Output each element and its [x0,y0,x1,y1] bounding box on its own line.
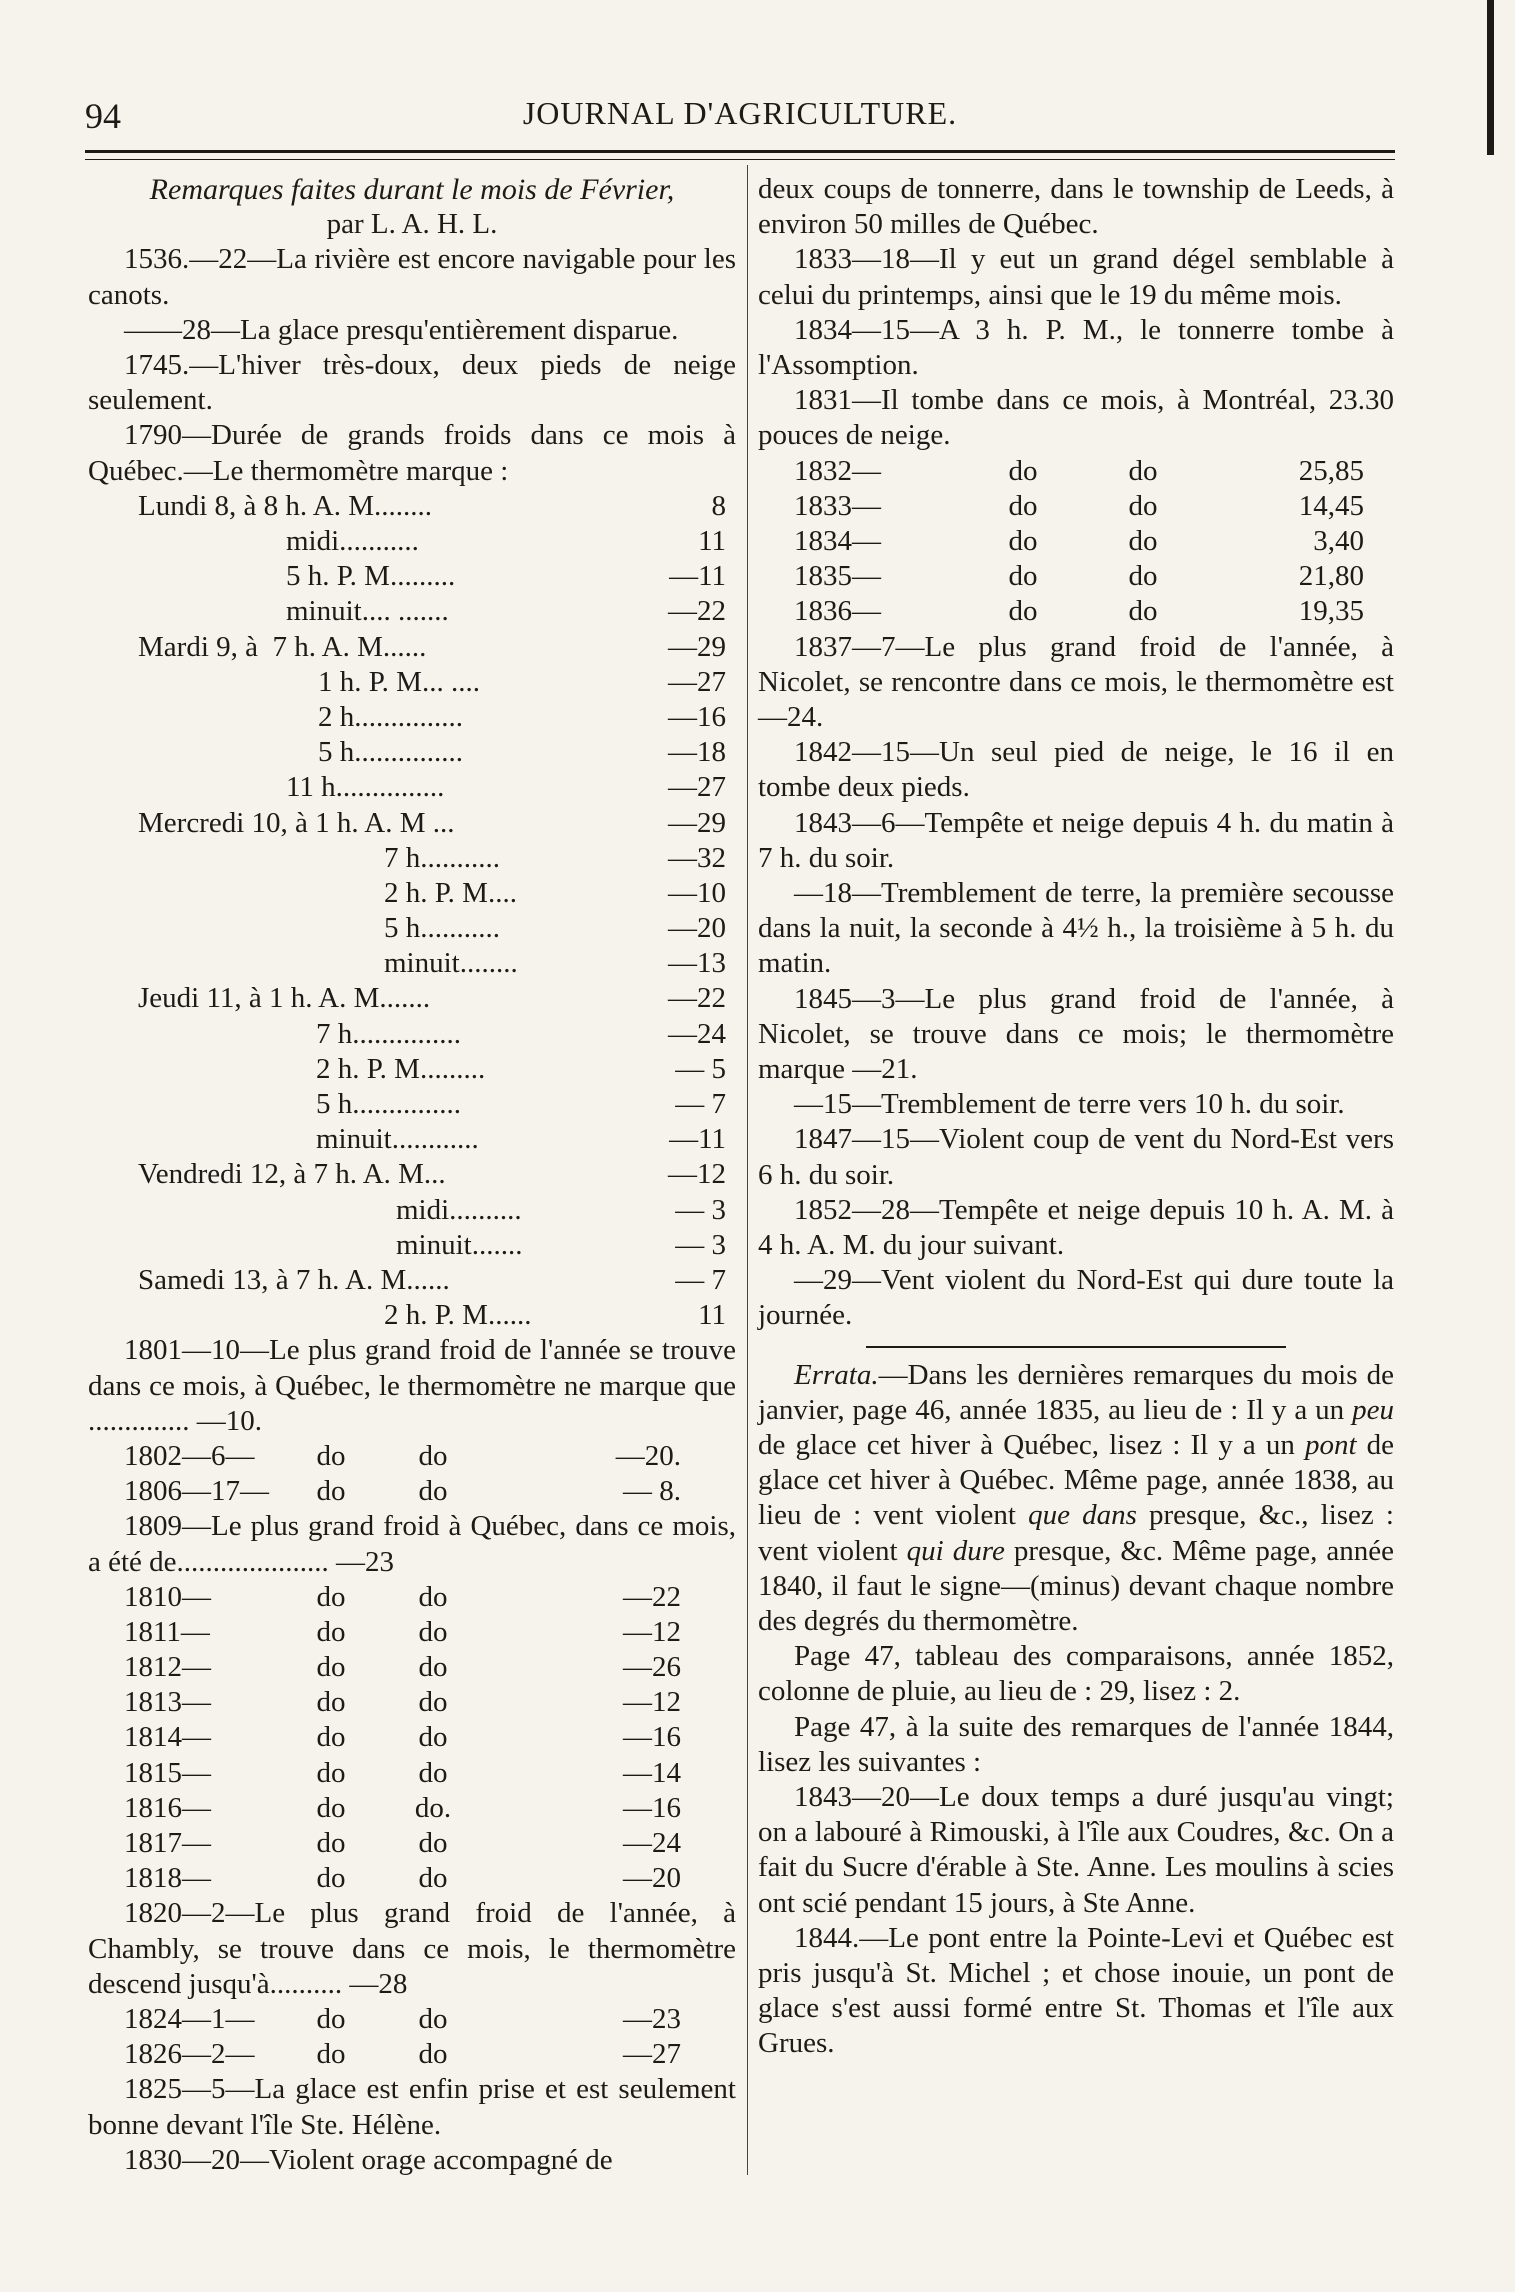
entry-1842: 1842—15—Un seul pied de neige, le 16 il en tombe deux pieds. [758,736,1394,804]
table-row: 1812— do do —26 [124,1651,681,1684]
entry-1830: 1830—20—Violent orage accompagné de [124,2143,613,2176]
errata-page47-b: Page 47, à la suite des remarques de l'année 1844, lisez les suivantes : [758,1710,1394,1778]
header-rule [85,150,1395,160]
table-row: 1817— do do —24 [124,1827,681,1860]
entry-1801-value: —10. [196,1404,262,1437]
reading-row: 11 h............... —27 [286,771,726,804]
section-author: par L. A. H. L. [326,208,498,241]
table-1824 [88,2002,736,2072]
table-row: 1824—1— do do —23 [124,2003,681,2036]
entry-1825: 1825—5—La glace est enfin prise et est seulement bonne devant l'île Ste. Hélène. [88,2073,736,2141]
table-row: 1832— do do 25,85 [794,454,1364,487]
table-row: 1816— do do. —16 [124,1791,681,1824]
reading-row: minuit........ —13 [384,947,726,980]
entry-1843-c: 1843—20—Le doux temps a duré jusqu'au vingt; on a labouré à Rimouski, à l'île aux Coudres, &c. On a fait du Sucre d'érable à Ste. Anne. Les moulins à scies ont scié pendant 15 jours, à Ste Anne. [758,1781,1394,1919]
entry-1536: 1536.—22—La rivière est encore navigable pour les canots. [88,243,736,311]
reading-row: 2 h. P. M.... —10 [384,876,726,909]
reading-row: Lundi 8, à 8 h. A. M........ 8 [138,489,726,522]
reading-row: 1 h. P. M... .... —27 [318,665,726,698]
running-title: JOURNAL D'AGRICULTURE. [522,95,958,131]
reading-row: minuit.... ....... —22 [286,595,726,628]
reading-row: Samedi 13, à 7 h. A. M...... — 7 [138,1263,726,1296]
entry-1745: 1745.—L'hiver très-doux, deux pieds de neige seulement. [88,349,736,417]
entry-1852: 1852—28—Tempête et neige depuis 10 h. A. M. à 4 h. A. M. du jour suivant. [758,1193,1394,1262]
reading-row: midi.......... — 3 [396,1193,726,1226]
reading-row: Vendredi 12, à 7 h. A. M... —12 [138,1158,726,1191]
table-row: 1815— do do —14 [124,1756,681,1789]
reading-row: 2 h. P. M......... — 5 [316,1052,726,1085]
entry-1852-b: —29—Vent violent du Nord-Est qui dure toute la journée. [758,1264,1394,1332]
entry-1844: 1844.—Le pont entre la Pointe-Levi et Québec est pris jusqu'à St. Michel ; et chose inouie, un pont de glace s'est aussi formé entre St. Thomas et l'île aux Grues. [758,1921,1394,2060]
table-row: 1826—2— do do —27 [124,2038,681,2071]
entry-1536-b: ——28—La glace presqu'entièrement disparue. [124,313,679,346]
reading-row: midi........... 11 [286,525,726,558]
entry-1843: 1843—6—Tempête et neige depuis 4 h. du matin à 7 h. du soir. [758,806,1394,874]
table-row: 1814— do do —16 [124,1721,681,1754]
entry-1820: 1820—2—Le plus grand froid de l'année, à Chambly, se trouve dans ce mois, le thermomètre descend jusqu'à.......... —28 [88,1897,736,2000]
errata: Errata.—Dans les dernières remarques du mois de janvier, page 46, année 1835, au lieu de : Il y a un peu de glace cet hiver à Québec, lisez : Il y a un pont de glace cet hiver à Québec. Même page, année 1838, au lieu de : vent violent que dans presque, &c., lisez : vent violent qui dure presque, &c. Même page, année 1840, il faut le signe—(minus) devant chaque nombre des degrés du thermomètre. [758,1358,1395,1638]
entry-1809-value: —23 [336,1545,395,1578]
reading-row: 5 h. P. M......... —11 [286,560,726,593]
entry-1843-b: —18—Tremblement de terre, la première secousse dans la nuit, la seconde à 4½ h., la troisième à 5 h. du matin. [758,876,1394,980]
table-row: 1813— do do —12 [124,1686,681,1719]
section-rule [866,1346,1286,1348]
reading-row: minuit............ —11 [316,1123,726,1156]
table-1802 [88,1439,736,1509]
entry-1847: 1847—15—Violent coup de vent du Nord-Est vers 6 h. du soir. [758,1123,1394,1191]
reading-row: Mardi 9, à 7 h. A. M...... —29 [138,630,726,663]
table-row: 1802—6— do do —20. [124,1439,681,1472]
reading-row: 2 h. P. M...... 11 [384,1299,726,1332]
entry-1833: 1833—18—Il y eut un grand dégel semblable à celui du printemps, ainsi que le 19 du même mois. [758,243,1394,311]
entry-1790: 1790—Durée de grands froids dans ce mois à Québec.—Le thermomètre marque : [88,419,736,487]
entry-1820-value: —28 [349,1967,408,2000]
left-column [88,172,736,2178]
entry-1801: 1801—10—Le plus grand froid de l'année se trouve dans ce mois, à Québec, le thermomètre ne marque que .............. —10. [88,1334,736,1437]
reading-row: 2 h............... —16 [318,700,726,733]
entry-1837: 1837—7—Le plus grand froid de l'année, à Nicolet, se rencontre dans ce mois, le thermomètre est —24. [758,630,1394,733]
table-row: 1835— do do 21,80 [794,560,1364,593]
reading-row: 7 h............... —24 [316,1017,726,1050]
entry-1834: 1834—15—A 3 h. P. M., le tonnerre tombe à l'Assomption. [758,313,1394,382]
reading-row: Mercredi 10, à 1 h. A. M ... —29 [138,806,726,839]
table-row: 1806—17— do do — 8. [124,1475,681,1508]
reading-row: 5 h............... —18 [318,736,726,769]
entry-1809: 1809—Le plus grand froid à Québec, dans ce mois, a été de..................... —23 [88,1510,736,1578]
snow-table [758,454,1394,630]
table-row: 1810— do do —22 [124,1580,681,1613]
reading-row: 5 h............... — 7 [316,1088,726,1121]
column-divider [747,165,748,2175]
reading-row: Jeudi 11, à 1 h. A. M....... —22 [138,982,726,1015]
table-row: 1833— do do 14,45 [794,489,1364,522]
entry-1831: 1831—Il tombe dans ce mois, à Montréal, 23.30 pouces de neige. [758,384,1394,452]
table-row: 1836— do do 19,35 [794,595,1364,628]
reading-row: 5 h........... —20 [384,912,726,945]
table-1810 [88,1580,736,1897]
table-row: 1834— do do 3,40 [794,525,1364,557]
entry-1845: 1845—3—Le plus grand froid de l'année, à Nicolet, se trouve dans ce mois; le thermomètre marque —21. [758,982,1394,1085]
entry-1830-continued: deux coups de tonnerre, dans le township de Leeds, à environ 50 milles de Québec. [758,173,1394,241]
thermometer-readings [88,489,736,1334]
right-column [758,172,1394,2062]
reading-row: minuit....... — 3 [396,1228,726,1261]
page-header [85,95,1395,145]
reading-row: 7 h........... —32 [384,841,726,874]
binding-edge [1487,0,1494,155]
table-row: 1818— do do —20 [124,1862,681,1895]
entry-1845-b: —15—Tremblement de terre vers 10 h. du soir. [794,1088,1345,1121]
table-row: 1811— do do —12 [124,1615,681,1648]
errata-label: Errata. [794,1358,879,1391]
errata-page47: Page 47, tableau des comparaisons, année 1852, colonne de pluie, au lieu de : 29, lisez : 2. [758,1640,1394,1708]
section-heading: Remarques faites durant le mois de Février, [149,173,675,206]
page-number: 94 [85,96,121,136]
